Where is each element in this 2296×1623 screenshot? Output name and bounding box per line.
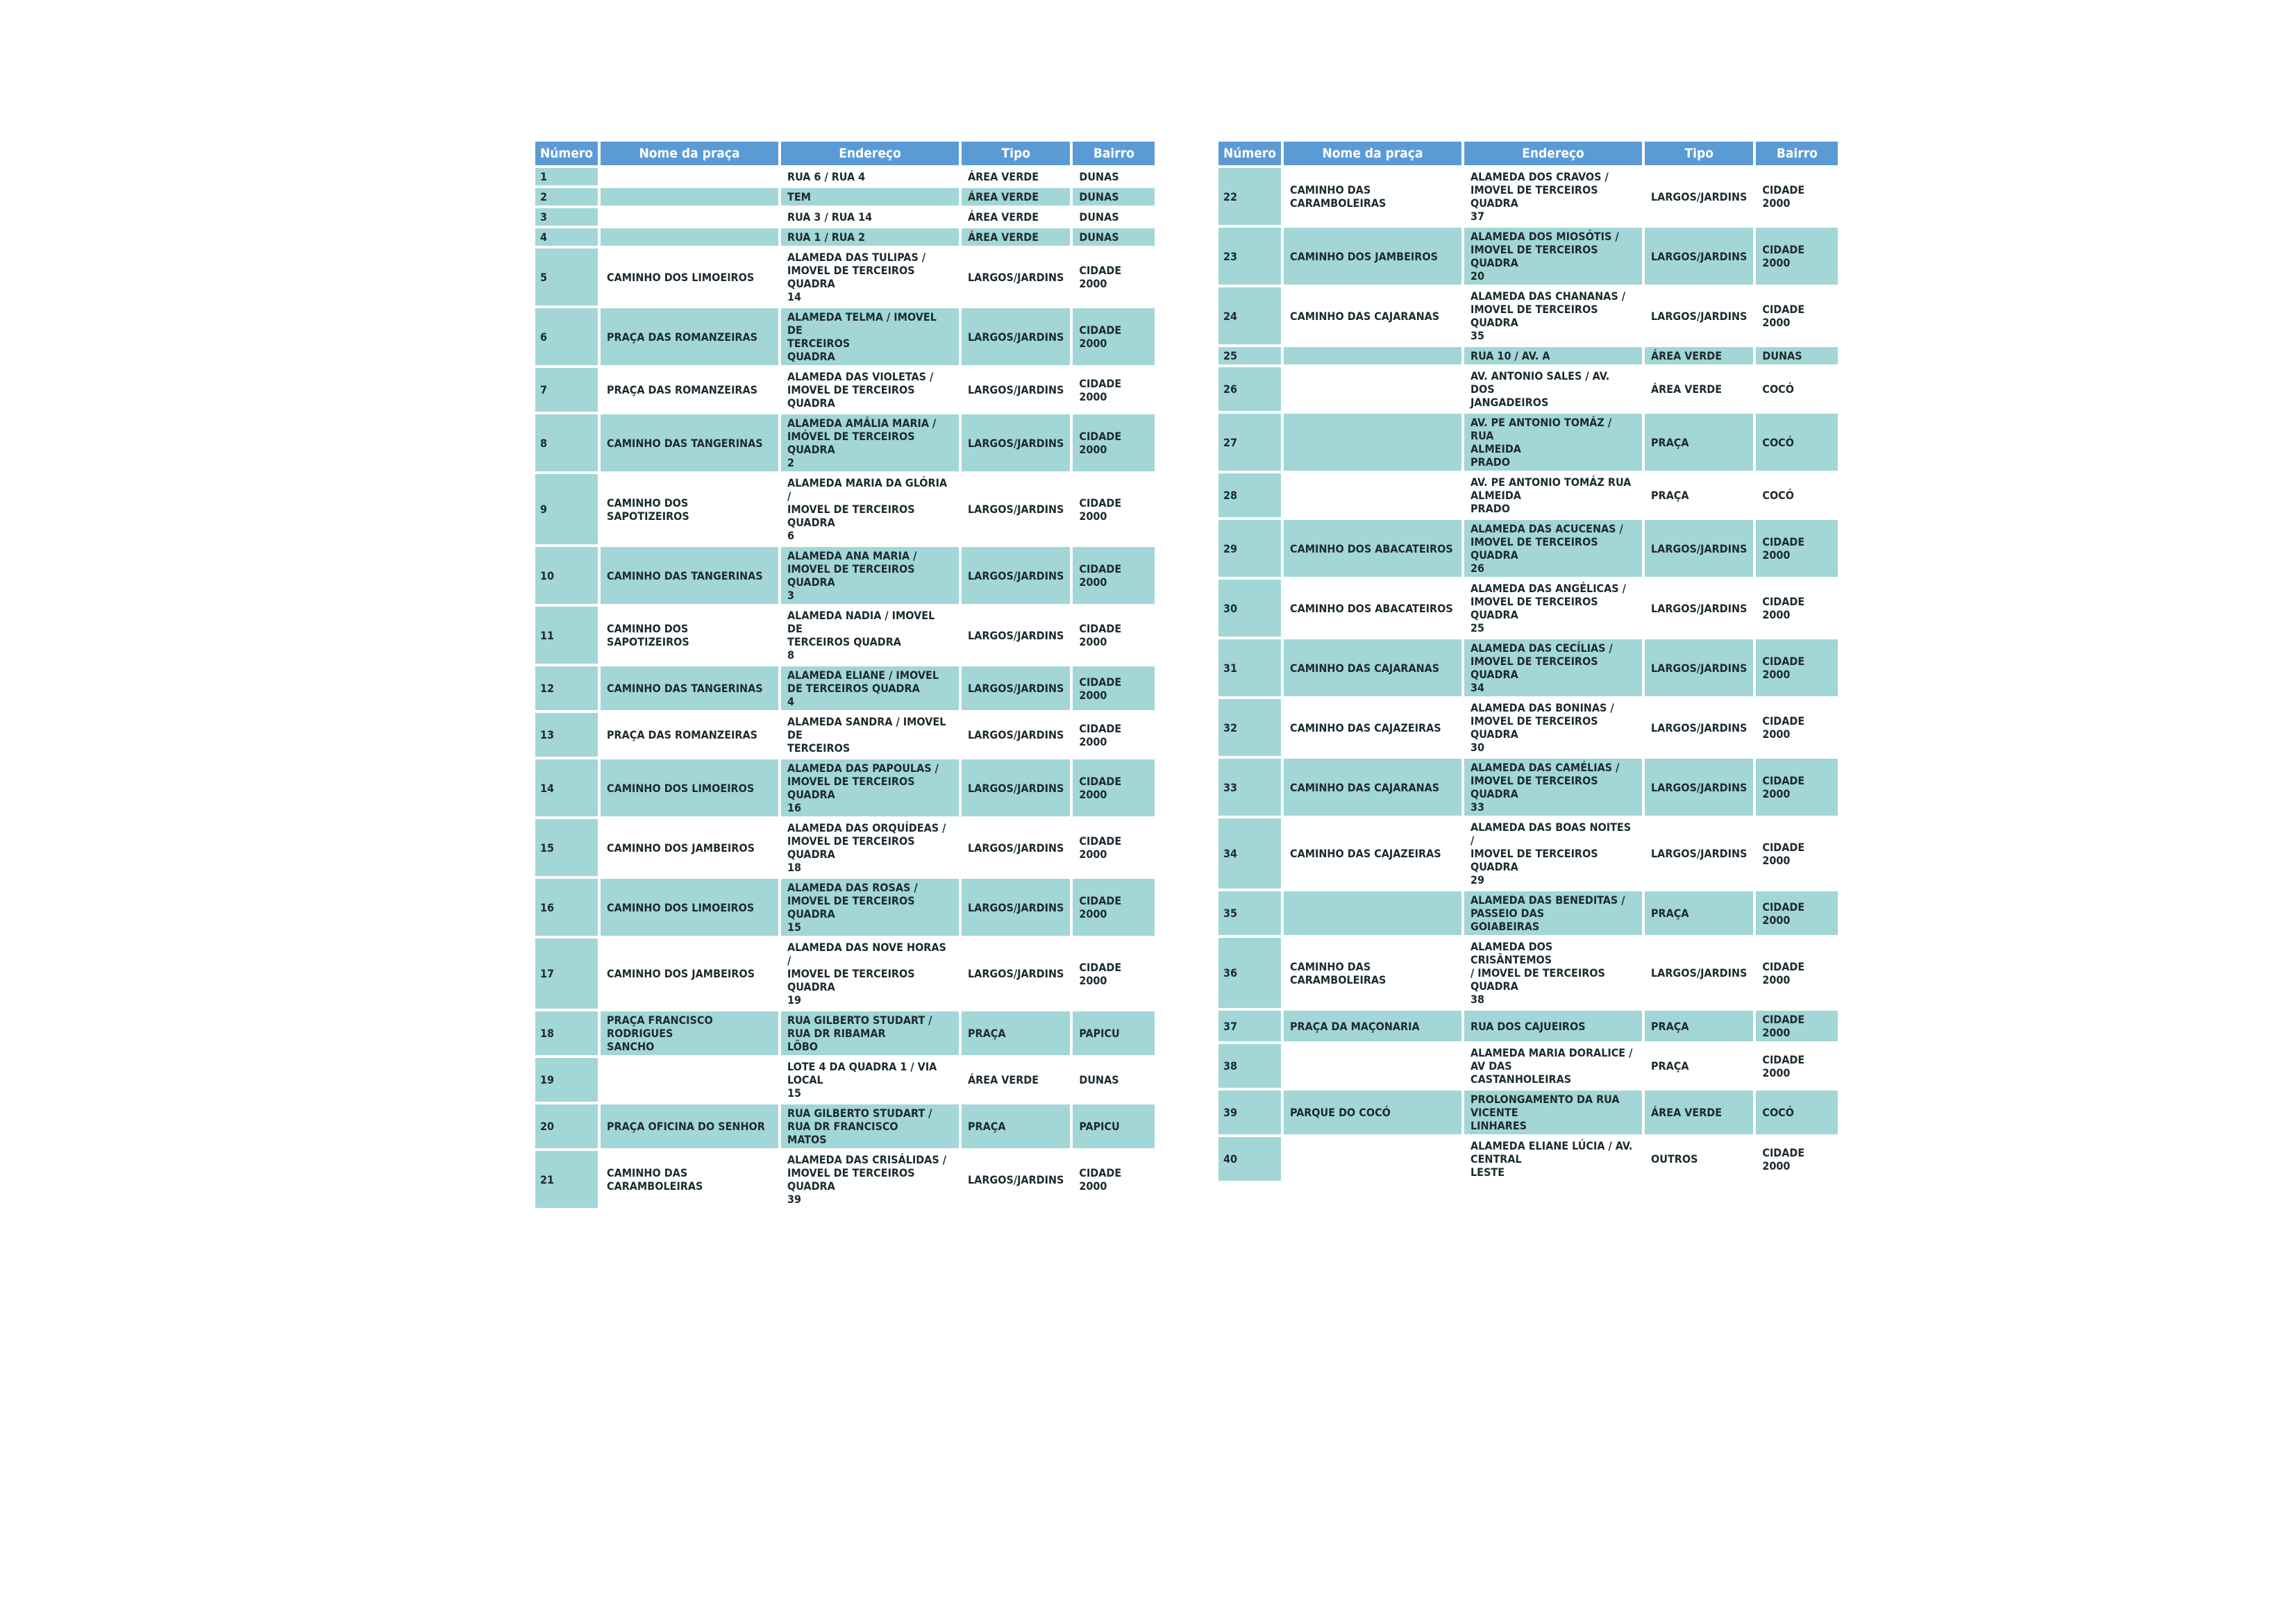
cell-tipo: LARGOS/JARDINS xyxy=(962,819,1070,876)
cell-tipo: ÁREA VERDE xyxy=(962,168,1070,185)
cell-numero: 37 xyxy=(1218,1011,1281,1041)
cell-nome xyxy=(1284,414,1461,471)
cell-bairro: CIDADE 2000 xyxy=(1756,938,1838,1008)
cell-tipo: LARGOS/JARDINS xyxy=(1645,580,1753,637)
cell-bairro: CIDADE 2000 xyxy=(1073,249,1155,305)
cell-bairro: CIDADE 2000 xyxy=(1073,879,1155,936)
table-row xyxy=(1218,759,1838,816)
cell-tipo: OUTROS xyxy=(1645,1137,1753,1181)
cell-endereco: ALAMEDA SANDRA / IMOVEL DE TERCEIROS xyxy=(781,713,959,757)
cell-numero: 13 xyxy=(535,713,598,757)
cell-endereco: ALAMEDA DAS CAMÉLIAS / IMOVEL DE TERCEIROS QUADRA 33 xyxy=(1464,759,1642,816)
cell-endereco: ALAMEDA DOS CRISÂNTEMOS / IMOVEL DE TERCEIROS QUADRA 38 xyxy=(1464,938,1642,1008)
table-row xyxy=(535,713,1155,757)
cell-nome xyxy=(601,208,778,226)
cell-tipo: LARGOS/JARDINS xyxy=(962,607,1070,664)
cell-bairro: COCÓ xyxy=(1756,473,1838,517)
cell-endereco: ALAMEDA DAS CECÍLIAS / IMOVEL DE TERCEIROS QUADRA 34 xyxy=(1464,639,1642,696)
cell-nome xyxy=(601,188,778,205)
cell-nome: CAMINHO DOS JAMBEIROS xyxy=(1284,228,1461,285)
cell-bairro: DUNAS xyxy=(1073,168,1155,185)
header-bairro: Bairro xyxy=(1756,142,1838,165)
cell-nome: PRAÇA DAS ROMANZEIRAS xyxy=(601,713,778,757)
table-row xyxy=(535,168,1155,185)
table-row xyxy=(1218,347,1838,364)
cell-endereco: LOTE 4 DA QUADRA 1 / VIA LOCAL 15 xyxy=(781,1058,959,1102)
cell-nome: CAMINHO DAS CAJAZEIRAS xyxy=(1284,699,1461,756)
cell-tipo: ÁREA VERDE xyxy=(1645,1091,1753,1134)
cell-bairro: CIDADE 2000 xyxy=(1756,891,1838,935)
table-row xyxy=(1218,473,1838,517)
cell-numero: 18 xyxy=(535,1011,598,1055)
header-nome: Nome da praça xyxy=(601,142,778,165)
cell-tipo: LARGOS/JARDINS xyxy=(962,879,1070,936)
cell-bairro: CIDADE 2000 xyxy=(1073,666,1155,710)
cell-tipo: LARGOS/JARDINS xyxy=(962,713,1070,757)
cell-endereco: RUA 10 / AV. A xyxy=(1464,347,1642,364)
table-row xyxy=(1218,1091,1838,1134)
cell-nome: PRAÇA FRANCISCO RODRIGUES SANCHO xyxy=(601,1011,778,1055)
cell-bairro: PAPICU xyxy=(1073,1104,1155,1148)
cell-numero: 3 xyxy=(535,208,598,226)
table-row xyxy=(1218,228,1838,285)
header-tipo: Tipo xyxy=(962,142,1070,165)
cell-nome: PRAÇA DAS ROMANZEIRAS xyxy=(601,308,778,365)
cell-numero: 23 xyxy=(1218,228,1281,285)
header-endereco: Endereço xyxy=(781,142,959,165)
cell-nome: CAMINHO DAS CAJAZEIRAS xyxy=(1284,818,1461,889)
cell-endereco: ALAMEDA AMÁLIA MARIA / IMÓVEL DE TERCEIROS QUADRA 2 xyxy=(781,414,959,471)
cell-numero: 33 xyxy=(1218,759,1281,816)
cell-nome: CAMINHO DOS ABACATEIROS xyxy=(1284,580,1461,637)
table-row xyxy=(1218,639,1838,696)
cell-tipo: LARGOS/JARDINS xyxy=(1645,520,1753,577)
cell-endereco: ALAMEDA DAS ORQUÍDEAS / IMOVEL DE TERCEIROS QUADRA 18 xyxy=(781,819,959,876)
cell-endereco: ALAMEDA DOS CRAVOS / IMOVEL DE TERCEIROS QUADRA 37 xyxy=(1464,168,1642,225)
cell-bairro: CIDADE 2000 xyxy=(1756,168,1838,225)
cell-numero: 22 xyxy=(1218,168,1281,225)
cell-tipo: ÁREA VERDE xyxy=(1645,367,1753,411)
cell-endereco: RUA 1 / RUA 2 xyxy=(781,228,959,246)
pracas-table-right xyxy=(1216,139,1841,1184)
cell-nome: CAMINHO DOS ABACATEIROS xyxy=(1284,520,1461,577)
cell-numero: 19 xyxy=(535,1058,598,1102)
cell-bairro: CIDADE 2000 xyxy=(1756,228,1838,285)
cell-bairro: CIDADE 2000 xyxy=(1073,819,1155,876)
cell-numero: 24 xyxy=(1218,287,1281,344)
cell-tipo: LARGOS/JARDINS xyxy=(1645,818,1753,889)
cell-tipo: LARGOS/JARDINS xyxy=(1645,228,1753,285)
cell-nome: CAMINHO DAS TANGERINAS xyxy=(601,666,778,710)
cell-bairro: CIDADE 2000 xyxy=(1756,639,1838,696)
header-endereco: Endereço xyxy=(1464,142,1642,165)
cell-numero: 38 xyxy=(1218,1044,1281,1088)
cell-nome: CAMINHO DOS JAMBEIROS xyxy=(601,819,778,876)
cell-endereco: RUA GILBERTO STUDART / RUA DR FRANCISCO MATOS xyxy=(781,1104,959,1148)
cell-nome: CAMINHO DOS SAPOTIZEIROS xyxy=(601,607,778,664)
table-row xyxy=(535,879,1155,936)
cell-numero: 5 xyxy=(535,249,598,305)
cell-tipo: LARGOS/JARDINS xyxy=(962,368,1070,412)
cell-nome xyxy=(1284,1044,1461,1088)
cell-numero: 40 xyxy=(1218,1137,1281,1181)
cell-bairro: CIDADE 2000 xyxy=(1756,287,1838,344)
cell-tipo: LARGOS/JARDINS xyxy=(962,759,1070,816)
cell-nome xyxy=(601,228,778,246)
header-numero: Número xyxy=(535,142,598,165)
cell-endereco: ALAMEDA DOS MIOSÓTIS / IMOVEL DE TERCEIROS QUADRA 20 xyxy=(1464,228,1642,285)
cell-nome: CAMINHO DAS CAJARANAS xyxy=(1284,287,1461,344)
cell-nome: CAMINHO DOS LIMOEIROS xyxy=(601,879,778,936)
cell-tipo: PRAÇA xyxy=(1645,1044,1753,1088)
table-row xyxy=(535,188,1155,205)
cell-numero: 2 xyxy=(535,188,598,205)
cell-bairro: CIDADE 2000 xyxy=(1756,1137,1838,1181)
cell-numero: 26 xyxy=(1218,367,1281,411)
cell-numero: 34 xyxy=(1218,818,1281,889)
table-row xyxy=(1218,818,1838,889)
cell-numero: 39 xyxy=(1218,1091,1281,1134)
cell-endereco: RUA 3 / RUA 14 xyxy=(781,208,959,226)
cell-nome xyxy=(1284,347,1461,364)
cell-numero: 21 xyxy=(535,1151,598,1208)
cell-bairro: DUNAS xyxy=(1073,188,1155,205)
cell-numero: 36 xyxy=(1218,938,1281,1008)
pracas-table-left xyxy=(533,139,1157,1211)
cell-endereco: TEM xyxy=(781,188,959,205)
table-row xyxy=(535,759,1155,816)
table-row xyxy=(535,819,1155,876)
cell-numero: 35 xyxy=(1218,891,1281,935)
cell-endereco: RUA DOS CAJUEIROS xyxy=(1464,1011,1642,1041)
table-row xyxy=(1218,520,1838,577)
cell-bairro: CIDADE 2000 xyxy=(1756,520,1838,577)
cell-bairro: CIDADE 2000 xyxy=(1073,939,1155,1009)
cell-bairro: CIDADE 2000 xyxy=(1756,580,1838,637)
cell-bairro: DUNAS xyxy=(1073,1058,1155,1102)
cell-bairro: DUNAS xyxy=(1073,208,1155,226)
cell-endereco: ALAMEDA DAS CRISÁLIDAS / IMOVEL DE TERCEIROS QUADRA 39 xyxy=(781,1151,959,1208)
cell-bairro: COCÓ xyxy=(1756,1091,1838,1134)
cell-bairro: CIDADE 2000 xyxy=(1756,1044,1838,1088)
cell-tipo: LARGOS/JARDINS xyxy=(1645,759,1753,816)
cell-numero: 11 xyxy=(535,607,598,664)
cell-nome: CAMINHO DOS SAPOTIZEIROS xyxy=(601,474,778,544)
cell-nome xyxy=(1284,1137,1461,1181)
cell-bairro: CIDADE 2000 xyxy=(1756,1011,1838,1041)
cell-endereco: ALAMEDA TELMA / IMOVEL DE TERCEIROS QUADRA xyxy=(781,308,959,365)
cell-tipo: PRAÇA xyxy=(962,1011,1070,1055)
cell-nome: CAMINHO DAS CARAMBOLEIRAS xyxy=(1284,938,1461,1008)
cell-tipo: ÁREA VERDE xyxy=(962,188,1070,205)
cell-numero: 6 xyxy=(535,308,598,365)
cell-bairro: DUNAS xyxy=(1756,347,1838,364)
cell-bairro: CIDADE 2000 xyxy=(1073,308,1155,365)
cell-tipo: LARGOS/JARDINS xyxy=(962,308,1070,365)
cell-nome xyxy=(1284,891,1461,935)
cell-tipo: LARGOS/JARDINS xyxy=(962,414,1070,471)
cell-nome xyxy=(601,168,778,185)
header-tipo: Tipo xyxy=(1645,142,1753,165)
table-row xyxy=(1218,580,1838,637)
cell-tipo: ÁREA VERDE xyxy=(962,1058,1070,1102)
cell-nome: CAMINHO DAS CARAMBOLEIRAS xyxy=(1284,168,1461,225)
cell-nome: CAMINHO DOS JAMBEIROS xyxy=(601,939,778,1009)
cell-tipo: ÁREA VERDE xyxy=(962,228,1070,246)
cell-tipo: LARGOS/JARDINS xyxy=(962,1151,1070,1208)
cell-bairro: CIDADE 2000 xyxy=(1073,414,1155,471)
cell-nome: CAMINHO DAS CAJARANAS xyxy=(1284,759,1461,816)
cell-bairro: CIDADE 2000 xyxy=(1756,699,1838,756)
cell-endereco: AV. PE ANTONIO TOMÁZ RUA ALMEIDA PRADO xyxy=(1464,473,1642,517)
cell-nome: PARQUE DO COCÓ xyxy=(1284,1091,1461,1134)
cell-numero: 25 xyxy=(1218,347,1281,364)
cell-bairro: DUNAS xyxy=(1073,228,1155,246)
cell-nome: PRAÇA DA MAÇONARIA xyxy=(1284,1011,1461,1041)
cell-bairro: COCÓ xyxy=(1756,414,1838,471)
cell-tipo: PRAÇA xyxy=(1645,473,1753,517)
cell-endereco: ALAMEDA DAS BONINAS / IMOVEL DE TERCEIROS QUADRA 30 xyxy=(1464,699,1642,756)
table-row xyxy=(535,414,1155,471)
table-row xyxy=(1218,938,1838,1008)
cell-tipo: LARGOS/JARDINS xyxy=(962,474,1070,544)
cell-tipo: LARGOS/JARDINS xyxy=(962,666,1070,710)
table-row xyxy=(1218,1044,1838,1088)
cell-nome xyxy=(601,1058,778,1102)
cell-endereco: ALAMEDA DAS ROSAS / IMOVEL DE TERCEIROS QUADRA 15 xyxy=(781,879,959,936)
table-row xyxy=(1218,891,1838,935)
table-header-row xyxy=(1218,142,1838,165)
cell-nome: CAMINHO DAS CAJARANAS xyxy=(1284,639,1461,696)
cell-endereco: ALAMEDA DAS ANGÉLICAS / IMOVEL DE TERCEIROS QUADRA 25 xyxy=(1464,580,1642,637)
cell-tipo: PRAÇA xyxy=(1645,1011,1753,1041)
cell-numero: 27 xyxy=(1218,414,1281,471)
cell-bairro: CIDADE 2000 xyxy=(1073,713,1155,757)
cell-nome xyxy=(1284,473,1461,517)
table-row xyxy=(535,607,1155,664)
table-row xyxy=(1218,367,1838,411)
table-row xyxy=(535,1104,1155,1148)
cell-nome: PRAÇA OFICINA DO SENHOR xyxy=(601,1104,778,1148)
cell-numero: 8 xyxy=(535,414,598,471)
cell-endereco: PROLONGAMENTO DA RUA VICENTE LINHARES xyxy=(1464,1091,1642,1134)
table-row xyxy=(1218,168,1838,225)
cell-endereco: ALAMEDA DAS ACUCENAS / IMOVEL DE TERCEIROS QUADRA 26 xyxy=(1464,520,1642,577)
cell-tipo: LARGOS/JARDINS xyxy=(962,249,1070,305)
cell-nome: CAMINHO DAS TANGERINAS xyxy=(601,414,778,471)
table-row xyxy=(1218,287,1838,344)
cell-endereco: ALAMEDA DAS TULIPAS / IMOVEL DE TERCEIROS QUADRA 14 xyxy=(781,249,959,305)
cell-endereco: ALAMEDA ELIANE LÚCIA / AV. CENTRAL LESTE xyxy=(1464,1137,1642,1181)
table-row xyxy=(535,249,1155,305)
table-row xyxy=(535,666,1155,710)
cell-endereco: RUA 6 / RUA 4 xyxy=(781,168,959,185)
cell-nome: PRAÇA DAS ROMANZEIRAS xyxy=(601,368,778,412)
cell-endereco: ALAMEDA ANA MARIA / IMOVEL DE TERCEIROS QUADRA 3 xyxy=(781,547,959,604)
cell-tipo: PRAÇA xyxy=(962,1104,1070,1148)
cell-numero: 20 xyxy=(535,1104,598,1148)
cell-numero: 10 xyxy=(535,547,598,604)
cell-numero: 7 xyxy=(535,368,598,412)
cell-tipo: LARGOS/JARDINS xyxy=(1645,168,1753,225)
cell-numero: 17 xyxy=(535,939,598,1009)
table-row xyxy=(1218,414,1838,471)
cell-bairro: PAPICU xyxy=(1073,1011,1155,1055)
cell-endereco: ALAMEDA ELIANE / IMOVEL DE TERCEIROS QUADRA 4 xyxy=(781,666,959,710)
cell-tipo: PRAÇA xyxy=(1645,891,1753,935)
cell-nome: CAMINHO DAS TANGERINAS xyxy=(601,547,778,604)
header-bairro: Bairro xyxy=(1073,142,1155,165)
cell-numero: 4 xyxy=(535,228,598,246)
cell-numero: 9 xyxy=(535,474,598,544)
cell-bairro: CIDADE 2000 xyxy=(1073,474,1155,544)
cell-bairro: CIDADE 2000 xyxy=(1073,1151,1155,1208)
cell-tipo: LARGOS/JARDINS xyxy=(1645,938,1753,1008)
table-row xyxy=(535,228,1155,246)
cell-tipo: ÁREA VERDE xyxy=(1645,347,1753,364)
cell-bairro: CIDADE 2000 xyxy=(1756,818,1838,889)
cell-numero: 31 xyxy=(1218,639,1281,696)
cell-numero: 30 xyxy=(1218,580,1281,637)
cell-numero: 12 xyxy=(535,666,598,710)
cell-nome: CAMINHO DOS LIMOEIROS xyxy=(601,759,778,816)
cell-endereco: ALAMEDA DAS BENEDITAS / PASSEIO DAS GOIABEIRAS xyxy=(1464,891,1642,935)
cell-numero: 1 xyxy=(535,168,598,185)
table-row xyxy=(535,474,1155,544)
cell-nome xyxy=(1284,367,1461,411)
cell-bairro: CIDADE 2000 xyxy=(1073,607,1155,664)
cell-tipo: PRAÇA xyxy=(1645,414,1753,471)
cell-endereco: AV. PE ANTONIO TOMÁZ / RUA ALMEIDA PRADO xyxy=(1464,414,1642,471)
table-header-row xyxy=(535,142,1155,165)
cell-tipo: LARGOS/JARDINS xyxy=(1645,287,1753,344)
cell-numero: 15 xyxy=(535,819,598,876)
cell-numero: 28 xyxy=(1218,473,1281,517)
cell-tipo: LARGOS/JARDINS xyxy=(1645,639,1753,696)
cell-endereco: ALAMEDA DAS CHANANAS / IMOVEL DE TERCEIROS QUADRA 35 xyxy=(1464,287,1642,344)
cell-bairro: CIDADE 2000 xyxy=(1073,547,1155,604)
cell-tipo: LARGOS/JARDINS xyxy=(962,547,1070,604)
table-row xyxy=(535,308,1155,365)
cell-endereco: ALAMEDA NADIA / IMOVEL DE TERCEIROS QUADRA 8 xyxy=(781,607,959,664)
table-row xyxy=(535,1151,1155,1208)
header-numero: Número xyxy=(1218,142,1281,165)
cell-tipo: LARGOS/JARDINS xyxy=(1645,699,1753,756)
cell-numero: 32 xyxy=(1218,699,1281,756)
cell-tipo: LARGOS/JARDINS xyxy=(962,939,1070,1009)
cell-endereco: ALAMEDA DAS VIOLETAS / IMOVEL DE TERCEIROS QUADRA xyxy=(781,368,959,412)
table-row xyxy=(535,547,1155,604)
cell-bairro: CIDADE 2000 xyxy=(1756,759,1838,816)
cell-bairro: COCÓ xyxy=(1756,367,1838,411)
cell-endereco: ALAMEDA DAS NOVE HORAS / IMOVEL DE TERCEIROS QUADRA 19 xyxy=(781,939,959,1009)
table-row xyxy=(535,208,1155,226)
cell-endereco: ALAMEDA DAS PAPOULAS / IMOVEL DE TERCEIROS QUADRA 16 xyxy=(781,759,959,816)
cell-tipo: ÁREA VERDE xyxy=(962,208,1070,226)
table-row xyxy=(1218,1011,1838,1041)
table-row xyxy=(535,1011,1155,1055)
cell-numero: 14 xyxy=(535,759,598,816)
table-row xyxy=(535,939,1155,1009)
cell-endereco: AV. ANTONIO SALES / AV. DOS JANGADEIROS xyxy=(1464,367,1642,411)
cell-nome: CAMINHO DAS CARAMBOLEIRAS xyxy=(601,1151,778,1208)
table-row xyxy=(1218,699,1838,756)
cell-bairro: CIDADE 2000 xyxy=(1073,759,1155,816)
table-row xyxy=(535,1058,1155,1102)
cell-endereco: ALAMEDA MARIA DA GLÓRIA / IMOVEL DE TERCEIROS QUADRA 6 xyxy=(781,474,959,544)
cell-numero: 16 xyxy=(535,879,598,936)
cell-endereco: ALAMEDA MARIA DORALICE / AV DAS CASTANHOLEIRAS xyxy=(1464,1044,1642,1088)
cell-endereco: ALAMEDA DAS BOAS NOITES / IMOVEL DE TERCEIROS QUADRA 29 xyxy=(1464,818,1642,889)
cell-endereco: RUA GILBERTO STUDART / RUA DR RIBAMAR LÔBO xyxy=(781,1011,959,1055)
table-row xyxy=(535,368,1155,412)
table-row xyxy=(1218,1137,1838,1181)
cell-numero: 29 xyxy=(1218,520,1281,577)
cell-nome: CAMINHO DOS LIMOEIROS xyxy=(601,249,778,305)
header-nome: Nome da praça xyxy=(1284,142,1461,165)
cell-bairro: CIDADE 2000 xyxy=(1073,368,1155,412)
